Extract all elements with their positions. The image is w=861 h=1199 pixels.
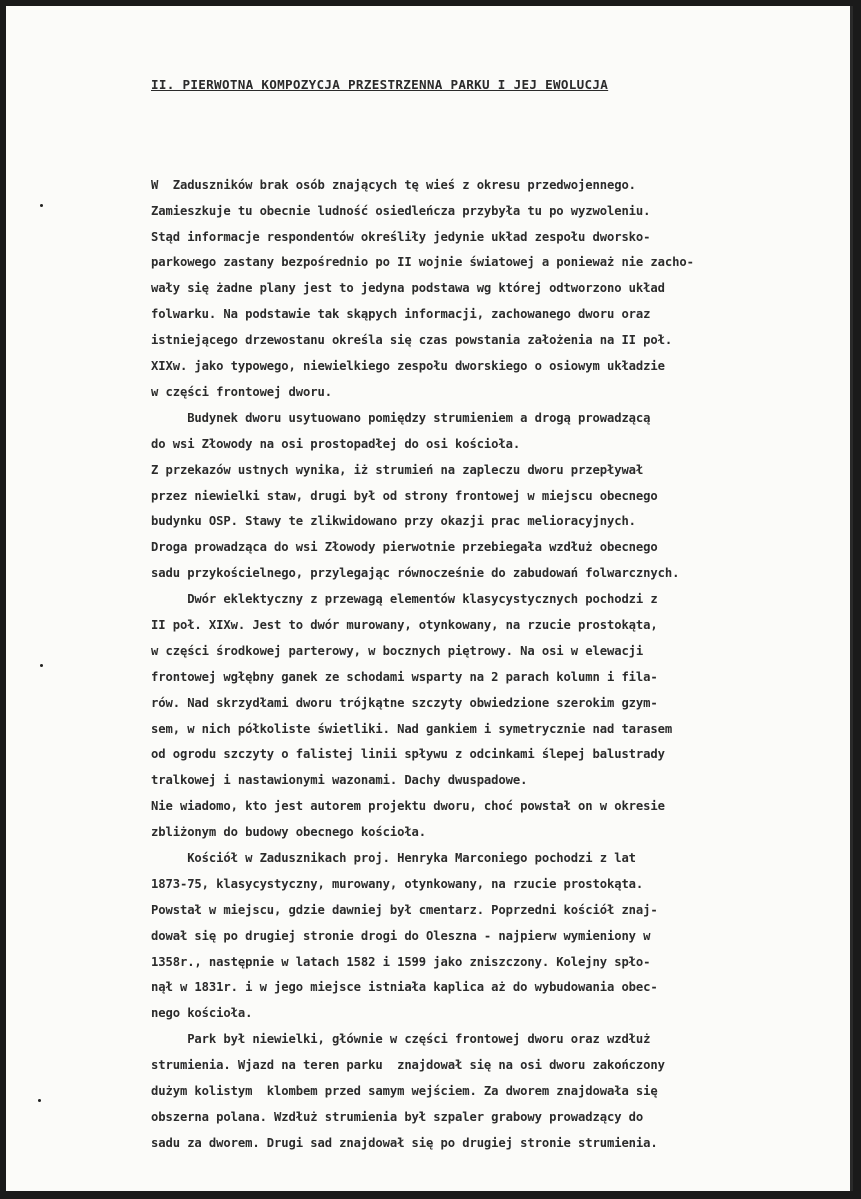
- text-line: w części środkowej parterowy, w bocznych piętrowy. Na osi w elewacji: [151, 643, 644, 658]
- text-line: 1358r., następnie w latach 1582 i 1599 jako zniszczony. Kolejny spło-: [151, 954, 651, 969]
- section-heading: II. PIERWOTNA KOMPOZYCJA PRZESTRZENNA PARKU I JEJ EWOLUCJA: [151, 77, 609, 92]
- text-line: wały się żadne plany jest to jedyna podstawa wg której odtworzono układ: [151, 281, 665, 296]
- paragraph: [151, 173, 761, 406]
- text-line: nego kościoła.: [151, 1006, 253, 1021]
- text-line: parkowego zastany bezpośrednio po II wojnie światowej a ponieważ nie zacho-: [151, 255, 694, 270]
- text-line: 1873-75, klasycystyczny, murowany, otynkowany, na rzucie prostokąta.: [151, 876, 644, 891]
- paragraph: [151, 587, 761, 846]
- text-line: dużym kolistym klombem przed samym wejściem. Za dworem znajdowała się: [151, 1083, 658, 1098]
- text-line: Budynek dworu usytuowano pomiędzy strumieniem a drogą prowadzącą: [151, 410, 651, 425]
- paragraph: [151, 1027, 761, 1156]
- text-line: Kościół w Zadusznikach proj. Henryka Marconiego pochodzi z lat: [151, 850, 636, 865]
- paragraph: [151, 406, 761, 587]
- text-line: Droga prowadząca do wsi Złowody pierwotnie przebiegała wzdłuż obecnego: [151, 540, 658, 555]
- text-line: Z przekazów ustnych wynika, iż strumień na zapleczu dworu przepływał: [151, 462, 644, 477]
- text-line: obszerna polana. Wzdłuż strumienia był szpaler grabowy prowadzący do: [151, 1109, 644, 1124]
- text-line: rów. Nad skrzydłami dworu trójkątne szczyty obwiedzione szerokim gzym-: [151, 695, 658, 710]
- punch-mark: [40, 204, 43, 207]
- punch-mark: [40, 664, 43, 667]
- text-line: W Zaduszników brak osób znających tę wieś z okresu przedwojennego.: [151, 177, 636, 192]
- text-line: tralkowej i nastawionymi wazonami. Dachy dwuspadowe.: [151, 773, 528, 788]
- text-line: frontowej wgłębny ganek ze schodami wsparty na 2 parach kolumn i fila-: [151, 669, 658, 684]
- text-line: II poł. XIXw. Jest to dwór murowany, otynkowany, na rzucie prostokąta,: [151, 617, 658, 632]
- text-line: sadu przykościelnego, przylegając równocześnie do zabudowań folwarcznych.: [151, 566, 680, 581]
- text-line: budynku OSP. Stawy te zlikwidowano przy okazji prac melioracyjnych.: [151, 514, 636, 529]
- text-line: Stąd informacje respondentów określiły jedynie układ zespołu dworsko-: [151, 229, 651, 244]
- text-line: nął w 1831r. i w jego miejsce istniała kaplica aż do wybudowania obec-: [151, 980, 658, 995]
- text-line: przez niewielki staw, drugi był od strony frontowej w miejscu obecnego: [151, 488, 658, 503]
- text-line: sadu za dworem. Drugi sad znajdował się po drugiej stronie strumienia.: [151, 1135, 658, 1150]
- text-line: Nie wiadomo, kto jest autorem projektu dworu, choć powstał on w okresie: [151, 799, 665, 814]
- text-line: do wsi Złowody na osi prostopadłej do osi kościoła.: [151, 436, 521, 451]
- text-line: Park był niewielki, głównie w części frontowej dworu oraz wzdłuż: [151, 1032, 651, 1047]
- document-body: [151, 121, 761, 1183]
- text-line: istniejącego drzewostanu określa się czas powstania założenia na II poł.: [151, 333, 673, 348]
- text-line: zbliżonym do budowy obecnego kościoła.: [151, 825, 427, 840]
- text-line: sem, w nich półkoliste świetliki. Nad gankiem i symetrycznie nad tarasem: [151, 721, 673, 736]
- paragraph: [151, 846, 761, 1027]
- text-line: Zamieszkuje tu obecnie ludność osiedleńcza przybyła tu po wyzwoleniu.: [151, 203, 651, 218]
- text-line: Dwór eklektyczny z przewagą elementów klasycystycznych pochodzi z: [151, 592, 658, 607]
- text-line: od ogrodu szczyty o falistej linii spływu z odcinkami ślepej balustrady: [151, 747, 665, 762]
- text-line: dował się po drugiej stronie drogi do Oleszna - najpierw wymieniony w: [151, 928, 651, 943]
- punch-mark: [38, 1099, 41, 1102]
- text-line: folwarku. Na podstawie tak skąpych informacji, zachowanego dworu oraz: [151, 307, 651, 322]
- text-line: XIXw. jako typowego, niewielkiego zespołu dworskiego o osiowym układzie: [151, 359, 665, 374]
- text-line: w części frontowej dworu.: [151, 384, 332, 399]
- text-line: Powstał w miejscu, gdzie dawniej był cmentarz. Poprzedni kościół znaj-: [151, 902, 658, 917]
- text-line: strumienia. Wjazd na teren parku znajdował się na osi dworu zakończony: [151, 1058, 665, 1073]
